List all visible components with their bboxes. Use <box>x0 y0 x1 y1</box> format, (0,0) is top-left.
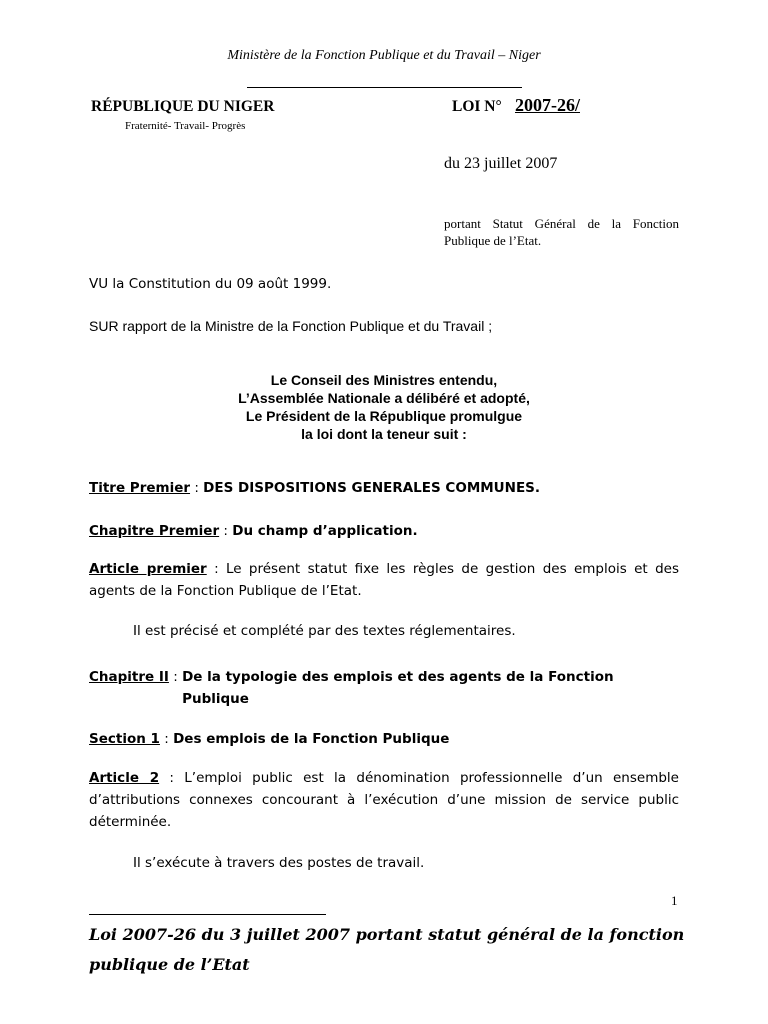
ministry-header: Ministère de la Fonction Publique et du Travail – Niger <box>227 48 541 63</box>
chapitre2-text: De la typologie des emplois et des agents de la Fonction Publique <box>182 669 614 707</box>
titre-label: Titre Premier <box>89 480 191 496</box>
footer-citation: Loi 2007-26 du 3 juillet 2007 portant statut général de la fonction publique de l’Etat <box>89 925 685 974</box>
council-line: Le Conseil des Ministres entendu, <box>270 372 498 388</box>
council-line: la loi dont la teneur suit : <box>301 426 467 442</box>
article2-complement: Il s’exécute à travers des postes de travail. <box>133 855 425 871</box>
article1-label: Article premier <box>89 561 207 577</box>
vu-clause: VU la Constitution du 09 août 1999. <box>89 276 332 292</box>
chapitre1-label: Chapitre Premier <box>89 523 220 539</box>
chapitre2-separator: : <box>168 669 183 685</box>
article1-separator: : <box>206 561 226 577</box>
titre-text: DES DISPOSITIONS GENERALES COMMUNES. <box>203 480 541 496</box>
section1-label: Section 1 <box>89 731 160 747</box>
article1-text: Le présent statut fixe les règles de gestion des emplois et des agents de la Fonction Publique de l’Etat. <box>89 561 679 599</box>
article1-paragraph <box>89 558 679 602</box>
chapitre1-heading <box>89 523 418 539</box>
footer-divider <box>89 914 326 915</box>
council-line: L’Assemblée Nationale a délibéré et adopté, <box>238 390 530 406</box>
article2-label: Article 2 <box>89 770 160 786</box>
article1-complement: Il est précisé et complété par des textes réglementaires. <box>133 623 516 639</box>
titre-separator: : <box>190 480 204 496</box>
article2-separator: : <box>159 770 185 786</box>
law-number: 2007-26/ <box>515 95 580 115</box>
sur-clause: SUR rapport de la Ministre de la Fonction Publique et du Travail ; <box>89 318 493 334</box>
law-date: du 23 juillet 2007 <box>444 155 558 172</box>
header-divider <box>247 87 522 88</box>
republic-title: RÉPUBLIQUE DU NIGER <box>91 98 275 115</box>
page-number: 1 <box>671 893 678 908</box>
council-block <box>0 371 768 443</box>
chapitre1-text: Du champ d’application. <box>232 523 418 539</box>
chapitre1-separator: : <box>219 523 233 539</box>
article2-text: L’emploi public est la dénomination professionnelle d’un ensemble d’attributions connexes concourant à l’exécution d’une mission de service public déterminée. <box>89 770 679 830</box>
council-line: Le Président de la République promulgue <box>245 408 523 424</box>
section1-heading <box>89 731 449 747</box>
chapitre2-label: Chapitre II <box>89 669 169 685</box>
article2-paragraph <box>89 767 679 833</box>
chapitre2-heading <box>89 666 622 710</box>
law-label: LOI N° <box>452 98 502 115</box>
national-motto: Fraternité- Travail- Progrès <box>125 120 246 132</box>
section1-separator: : <box>159 731 174 747</box>
law-purpose: portant Statut Général de la Fonction Publique de l’Etat. <box>444 216 679 248</box>
titre-heading <box>89 480 540 496</box>
section1-text: Des emplois de la Fonction Publique <box>173 731 450 747</box>
